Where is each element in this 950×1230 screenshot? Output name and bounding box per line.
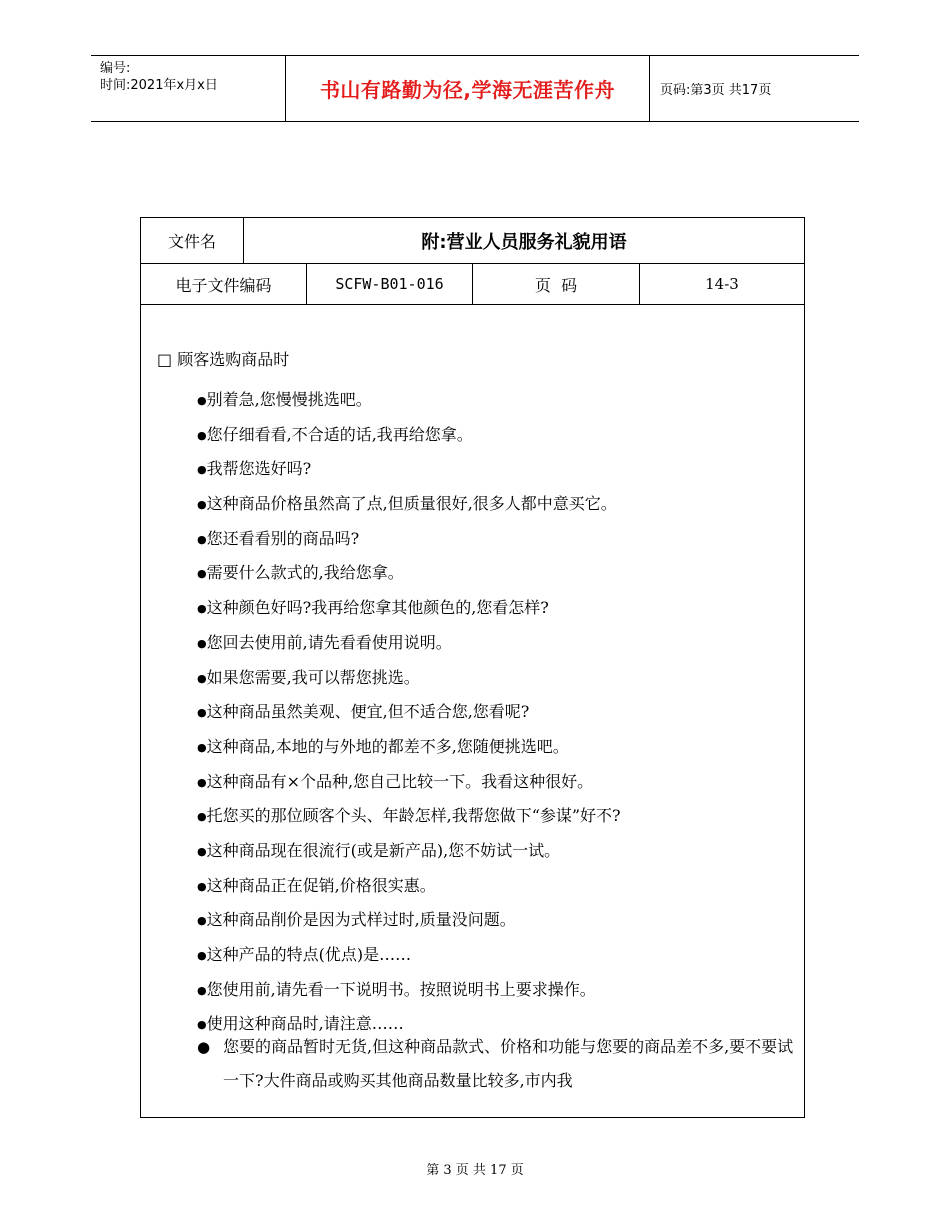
time-label: 时间:2021年x月x日	[100, 78, 218, 93]
phrase-text: 这种商品虽然美观、便宜,但不适合您,您看呢?	[206, 702, 530, 722]
phrase-item	[197, 459, 621, 494]
bullet-icon: ●	[197, 844, 207, 858]
phrase-text: 您要的商品暂时无货,但这种商品款式、价格和功能与您要的商品差不多,要不要试一下?大件商品或购买其他商品数量比较多,市内我	[223, 1037, 794, 1090]
bullet-icon: ●	[197, 706, 207, 720]
phrase-text: 您使用前,请先看一下说明书。按照说明书上要求操作。	[206, 979, 596, 999]
page-label: 页 码	[473, 264, 640, 304]
phrase-item	[197, 529, 621, 564]
file-code-label: 电子文件编码	[141, 264, 307, 304]
bullet-icon: ●	[197, 671, 207, 685]
phrase-text: 我帮您选好吗?	[206, 459, 312, 479]
bullet-icon: ●	[197, 740, 207, 754]
page-footer: 第 3 页 共 17 页	[426, 1163, 524, 1178]
file-name-label: 文件名	[141, 218, 244, 263]
phrase-item	[197, 494, 621, 529]
phrase-text: 这种商品,本地的与外地的都差不多,您随便挑选吧。	[206, 736, 569, 756]
phrase-text: 别着急,您慢慢挑选吧。	[206, 390, 372, 409]
bullet-icon: ●	[197, 394, 207, 407]
phrase-item	[197, 772, 621, 807]
phrase-text: 托您买的那位顾客个头、年龄怎样,我帮您做下“参谋”好不?	[206, 806, 621, 826]
bullet-icon: ●	[197, 1018, 207, 1032]
header-motto: 书山有路勤为径,学海无涯苦作舟	[286, 56, 650, 121]
phrase-text: 这种产品的特点(优点)是……	[206, 945, 412, 964]
number-label: 编号:	[100, 61, 131, 76]
phrase-text: 这种商品现在很流行(或是新产品),您不妨试一试。	[206, 840, 561, 860]
phrase-item	[197, 390, 621, 425]
phrase-item	[197, 806, 621, 841]
bullet-icon: ●	[197, 983, 207, 997]
phrase-text: 需要什么款式的,我给您拿。	[206, 563, 404, 583]
document-title: 附:营业人员服务礼貌用语	[421, 231, 627, 253]
page-header	[91, 55, 859, 122]
bullet-icon: ●	[197, 810, 207, 824]
phrase-item	[197, 910, 621, 945]
section-heading: □ 顾客选购商品时	[157, 350, 290, 369]
phrase-text: 您仔细看看,不合适的话,我再给您拿。	[206, 424, 473, 444]
file-code: SCFW-B01-016	[307, 264, 473, 304]
phrase-item	[197, 737, 621, 772]
phrase-item	[197, 702, 621, 737]
phrase-item	[197, 425, 621, 460]
code-row	[141, 264, 804, 305]
bullet-icon: ●	[197, 914, 207, 928]
header-page-info: 页码:第3页 共17页	[660, 83, 772, 98]
phrase-text: 这种颜色好吗?我再给您拿其他颜色的,您看怎样?	[206, 598, 549, 618]
title-row	[141, 218, 804, 264]
document-table	[140, 217, 805, 1118]
phrase-item	[197, 598, 621, 633]
bullet-icon: ●	[197, 463, 207, 477]
phrase-text: 这种商品削价是因为式样过时,质量没问题。	[206, 910, 516, 930]
bullet-icon: ●	[197, 532, 207, 546]
bullet-icon: ●	[197, 949, 207, 962]
phrase-text: 使用这种商品时,请注意……	[206, 1014, 404, 1034]
phrase-text: 您回去使用前,请先看看使用说明。	[206, 632, 452, 652]
phrase-text: 这种商品价格虽然高了点,但质量很好,很多人都中意买它。	[206, 494, 617, 514]
bullet-icon: ●	[197, 879, 207, 893]
page-value: 14-3	[705, 275, 739, 293]
phrase-item	[197, 945, 621, 980]
phrase-item	[197, 841, 621, 876]
bullet-icon: ●	[197, 1038, 211, 1056]
phrase-text: 您还看看别的商品吗?	[206, 528, 360, 548]
header-meta	[91, 56, 286, 121]
phrase-text: 如果您需要,我可以帮您挑选。	[206, 667, 420, 687]
phrase-item	[197, 633, 621, 668]
bullet-icon: ●	[197, 428, 207, 442]
phrase-item	[197, 876, 621, 911]
bullet-icon: ●	[197, 498, 207, 512]
phrase-last-item	[197, 1030, 797, 1098]
phrase-item	[197, 980, 621, 1015]
phrase-text: 这种商品正在促销,价格很实惠。	[206, 875, 436, 895]
bullet-icon: ●	[197, 567, 207, 581]
phrase-item	[197, 668, 621, 703]
bullet-icon: ●	[197, 636, 207, 650]
phrase-text: 这种商品有×个品种,您自己比较一下。我看这种很好。	[206, 771, 594, 791]
bullet-icon: ●	[197, 775, 207, 789]
bullet-icon: ●	[197, 602, 207, 616]
phrase-item	[197, 563, 621, 598]
phrase-list	[197, 390, 621, 1049]
